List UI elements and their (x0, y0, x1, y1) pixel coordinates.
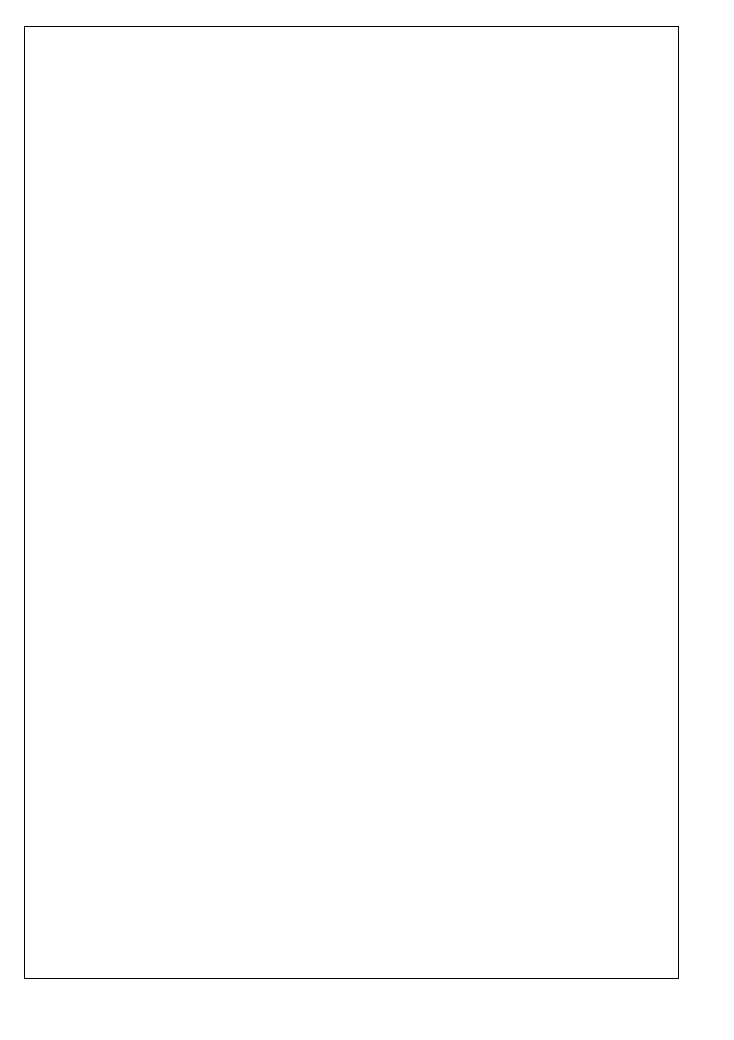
fee-table (24, 26, 679, 979)
